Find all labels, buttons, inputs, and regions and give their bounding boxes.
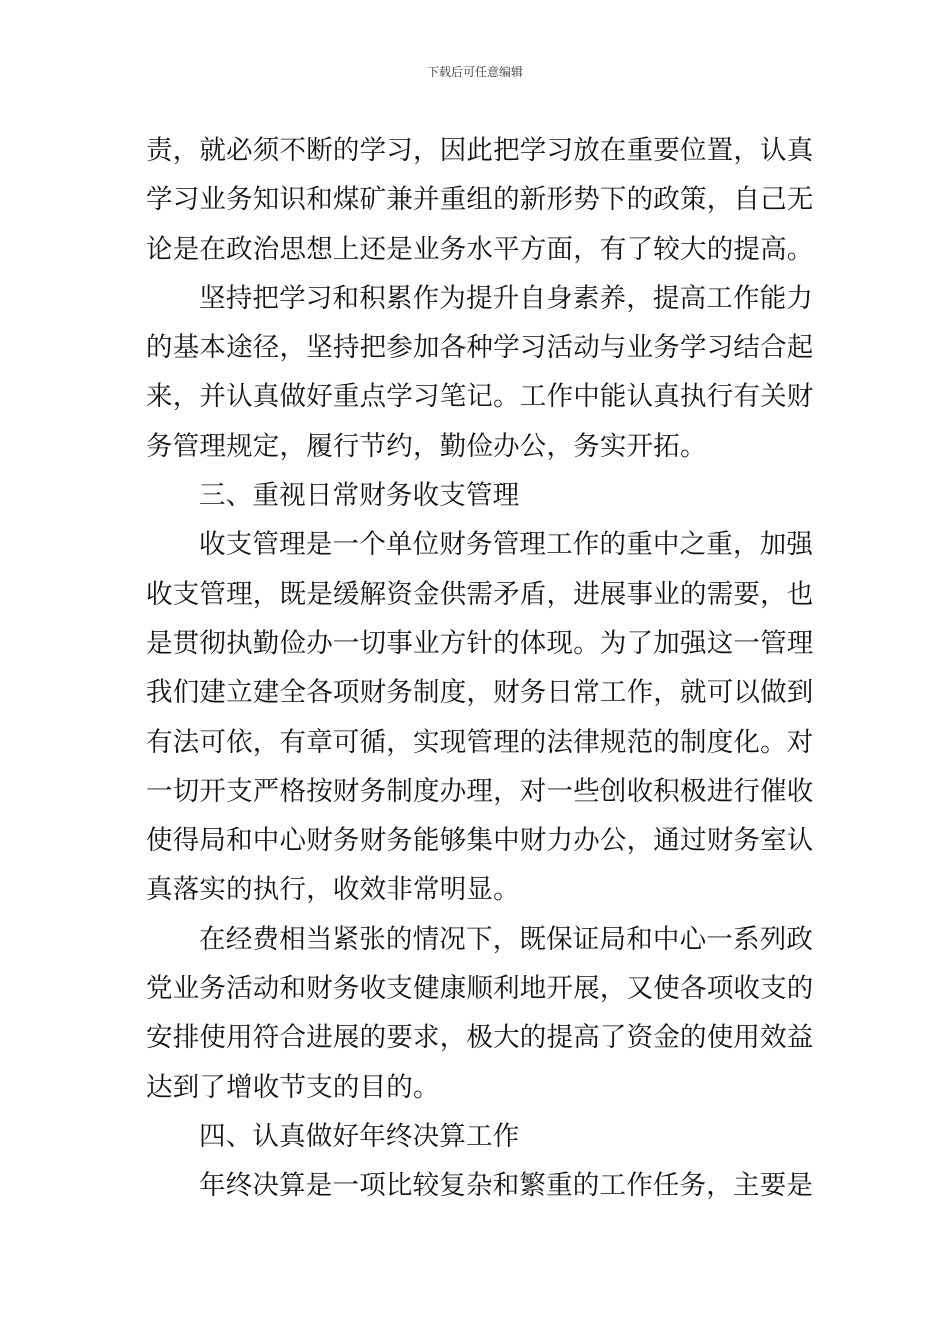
text-line: 真落实的执行，收效非常明显。 bbox=[146, 874, 520, 906]
text-line: 四、认真做好年终决算工作 bbox=[199, 1120, 520, 1152]
text-line: 坚持把学习和积累作为提升自身素养，提高工作能力 bbox=[199, 282, 814, 314]
text-line: 党业务活动和财务收支健康顺利地开展，又使各项收支的 bbox=[146, 973, 814, 1005]
text-line: 收支管理，既是缓解资金供需矛盾，进展事业的需要，也 bbox=[146, 578, 814, 610]
text-line: 安排使用符合进展的要求，极大的提高了资金的使用效益 bbox=[146, 1022, 814, 1054]
text-line: 三、重视日常财务收支管理 bbox=[199, 480, 520, 512]
page-header: 下载后可任意编辑 bbox=[426, 65, 523, 79]
text-line: 我们建立建全各项财务制度，财务日常工作，就可以做到 bbox=[146, 677, 814, 709]
text-line: 来，并认真做好重点学习笔记。工作中能认真执行有关财 bbox=[146, 381, 814, 413]
text-line: 在经费相当紧张的情况下，既保证局和中心一系列政 bbox=[199, 923, 814, 955]
text-line: 使得局和中心财务财务能够集中财力办公，通过财务室认 bbox=[146, 825, 814, 857]
text-line: 学习业务知识和煤矿兼并重组的新形势下的政策，自己无 bbox=[146, 184, 814, 216]
text-line: 有法可依，有章可循，实现管理的法律规范的制度化。对 bbox=[146, 726, 814, 758]
text-line: 论是在政治思想上还是业务水平方面，有了较大的提高。 bbox=[146, 233, 814, 265]
text-line: 一切开支严格按财务制度办理，对一些创收积极进行催收 bbox=[146, 775, 814, 807]
text-line: 年终决算是一项比较复杂和繁重的工作任务，主要是 bbox=[199, 1170, 814, 1202]
text-line: 的基本途径，坚持把参加各种学习活动与业务学习结合起 bbox=[146, 332, 814, 364]
text-line: 责，就必须不断的学习，因此把学习放在重要位置，认真 bbox=[146, 135, 814, 166]
document-body bbox=[146, 126, 814, 1211]
text-line: 收支管理是一个单位财务管理工作的重中之重，加强 bbox=[199, 529, 814, 561]
text-line: 是贯彻执勤俭办一切事业方针的体现。为了加强这一管理 bbox=[146, 627, 814, 659]
text-line: 达到了增收节支的目的。 bbox=[146, 1071, 440, 1103]
text-line: 务管理规定，履行节约，勤俭办公，务实开拓。 bbox=[146, 430, 707, 462]
